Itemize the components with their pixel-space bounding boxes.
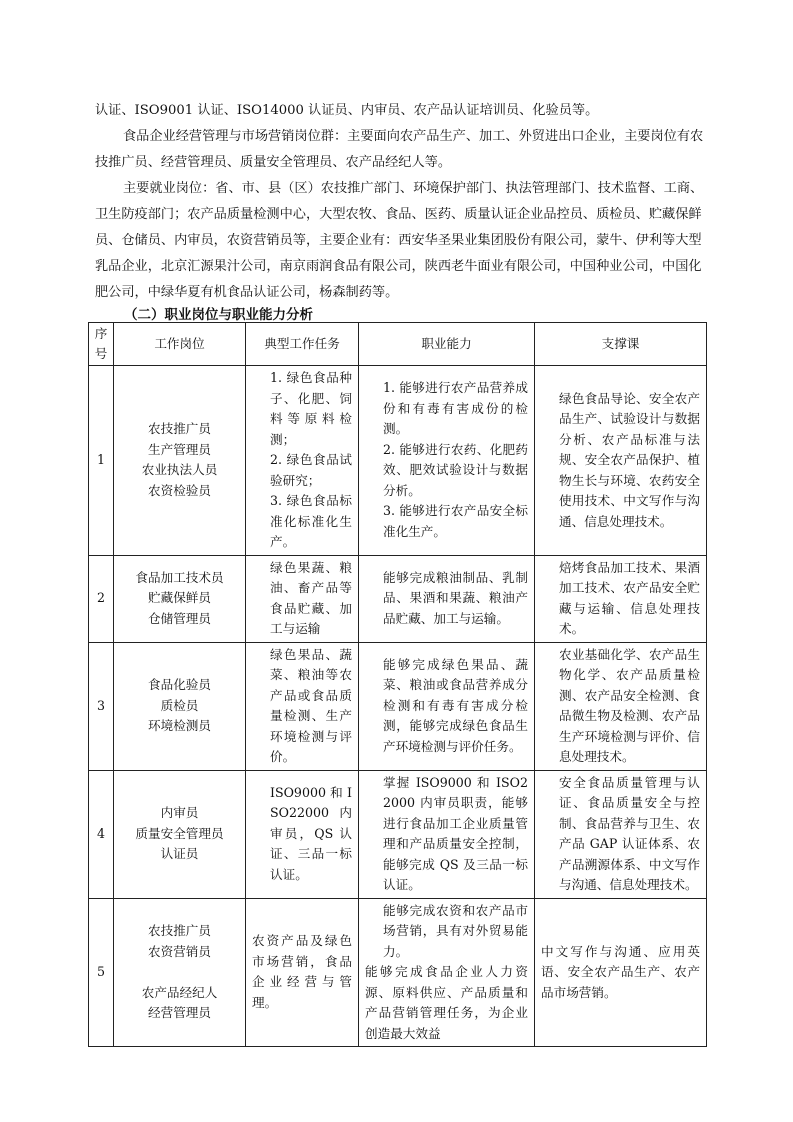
table-row (89, 366, 707, 556)
task-item: ISO9000 和 ISO22000 内审员，QS 认证、三品一标认证。 (270, 784, 352, 882)
post-name: 质量安全管理员 (135, 825, 224, 841)
row-course (535, 555, 707, 642)
post-name: 仓储管理员 (148, 610, 211, 626)
post-name: 农业执法人员 (141, 462, 218, 478)
row-number: 1 (89, 366, 114, 556)
ability-item: 掌握 ISO9000 和 ISO22000 内审员职责，能够进行食品加工企业质量管理和产品质量安全控制，能够完成 QS 及三品一标认证。 (383, 774, 528, 892)
row-posts (114, 642, 246, 770)
row-posts (114, 770, 246, 898)
table-row (89, 898, 707, 1047)
post-name: 食品加工技术员 (135, 569, 224, 585)
row-course (535, 366, 707, 556)
task-item: 农资产品及绿色市场营销，食品企业经营与管理。 (252, 933, 352, 1010)
course-text: 中文写作与沟通、应用英语、安全农产品生产、农产品市场营销。 (541, 943, 700, 1000)
course-text: 绿色食品导论、安全农产品生产、试验设计与数据分析、农产品标准与法规、安全农产品保护、植物生长与环境、农药安全使用技术、中文写作与沟通、信息处理技术。 (559, 390, 700, 529)
row-task (246, 642, 359, 770)
post-name: 农技推广员 (148, 421, 211, 437)
ability-item: 2. 能够进行农药、化肥药效、肥效试验设计与数据分析。 (383, 441, 528, 498)
course-text: 安全食品质量管理与认证、食品质量安全与控制、食品营养与卫生、农产品 GAP 认证体系、农产品溯源体系、中文写作与沟通、信息处理技术。 (559, 774, 700, 892)
job-ability-table (88, 322, 707, 1047)
task-item: 3. 绿色食品标准化标准化生产。 (270, 493, 352, 549)
row-course (535, 770, 707, 898)
header-course: 支撑课 (535, 323, 707, 366)
post-name: 质检员 (160, 697, 199, 713)
task-item: 2. 绿色食品试验研究； (270, 452, 352, 488)
paragraph-text: 认证、ISO9001 认证、ISO14000 认证员、内审员、农产品认证培训员、化验员等。 (95, 103, 599, 118)
row-posts (114, 555, 246, 642)
post-name: 环境检测员 (148, 718, 211, 734)
row-posts (114, 898, 246, 1047)
task-item: 绿色果品、蔬菜、粮油等农产品或食品质量检测、生产环境检测与评价。 (270, 646, 352, 764)
paragraph-text: 主要就业岗位：省、市、县（区）农技推广部门、环境保护部门、执法管理部门、技术监督、工商、卫生防疫部门；农产品质量检测中心，大型农牧、食品、医药、质量认证企业品控员、质检员、贮藏保鲜员、仓储员、内审员，农资营销员等，主要企业有：西安华圣果业集团股份有限公司，蒙牛、伊利等大型乳品企业，北京汇源果汁公司，南京雨润食品有限公司，陕西老牛面业有限公司，中国种业公司，中国化肥公司，中绿华夏有机食品认证公司，杨森制药等。 (95, 181, 704, 300)
row-ability (359, 555, 535, 642)
row-posts (114, 366, 246, 556)
table-row (89, 642, 707, 770)
row-task (246, 898, 359, 1047)
ability-item: 1. 能够进行农产品营养成份和有毒有害成份的检测。 (383, 380, 528, 437)
header-post: 工作岗位 (114, 323, 246, 366)
course-text: 焙烤食品加工技术、果酒加工技术、农产品安全贮藏与运输、信息处理技术。 (559, 559, 700, 636)
row-task (246, 770, 359, 898)
row-number: 4 (89, 770, 114, 898)
post-name: 生产管理员 (148, 441, 211, 457)
table-header-row (89, 323, 707, 366)
post-name: 食品化验员 (148, 677, 211, 693)
row-number: 5 (89, 898, 114, 1047)
section-heading: （二）职业岗位与职业能力分析 (124, 307, 313, 323)
paragraph-management-marketing (95, 124, 705, 176)
post-spacer (120, 962, 239, 983)
ability-item: 能够完成食品企业人力资源、原料供应、产品质量和产品营销管理任务，为企业创造最大效益 (365, 964, 528, 1041)
post-name: 经营管理员 (148, 1005, 211, 1020)
row-task (246, 555, 359, 642)
row-task (246, 366, 359, 556)
header-task: 典型工作任务 (246, 323, 359, 366)
row-ability (359, 642, 535, 770)
row-ability (359, 770, 535, 898)
row-number: 3 (89, 642, 114, 770)
post-name: 内审员 (160, 805, 199, 821)
row-ability (359, 366, 535, 556)
table-row (89, 770, 707, 898)
paragraph-employment-posts (95, 176, 705, 306)
task-item: 1. 绿色食品种子、化肥、饲料等原料检测； (270, 370, 352, 447)
post-name: 农资营销员 (148, 943, 211, 959)
paragraph-certification-list (95, 98, 705, 124)
ability-item: 能够完成粮油制品、乳制品、果酒和果蔬、粮油产品贮藏、加工与运输。 (383, 569, 528, 626)
post-name: 农资检验员 (148, 482, 211, 498)
post-name: 农产品经纪人 (141, 984, 218, 1000)
table-row (89, 555, 707, 642)
course-text: 农业基础化学、农产品生物化学、农产品质量检测、农产品安全检测、食品微生物及检测、农产品生产环境检测与评价、信息处理技术。 (559, 646, 700, 764)
ability-item: 能够完成绿色果品、蔬菜、粮油或食品营养成分检测和有毒有害成分检测，能够完成绿色食品生产环境检测与评价任务。 (383, 656, 528, 754)
row-course (535, 898, 707, 1047)
header-no: 序号 (89, 323, 114, 366)
post-name: 贮藏保鲜员 (148, 590, 211, 606)
row-ability (359, 898, 535, 1047)
row-course (535, 642, 707, 770)
post-name: 农技推广员 (148, 923, 211, 938)
post-name: 认证员 (160, 846, 199, 862)
task-item: 绿色果蔬、粮油、畜产品等食品贮藏、加工与运输 (270, 559, 352, 636)
ability-item: 能够完成农资和农产品市场营销，具有对外贸易能力。 (383, 902, 528, 959)
paragraph-text: 食品企业经营管理与市场营销岗位群：主要面向农产品生产、加工、外贸进出口企业，主要岗位有农技推广员、经营管理员、质量安全管理员、农产品经纪人等。 (95, 129, 704, 170)
ability-item: 3. 能够进行农产品安全标准化生产。 (383, 503, 528, 539)
header-ability: 职业能力 (359, 323, 535, 366)
row-number: 2 (89, 555, 114, 642)
